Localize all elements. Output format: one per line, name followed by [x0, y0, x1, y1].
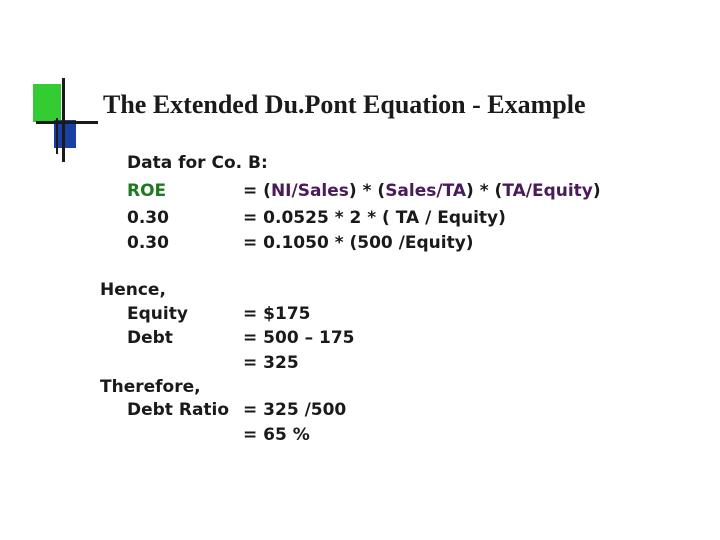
row3-label: 0.30	[127, 233, 169, 253]
debt-value: = 500 – 175	[243, 328, 355, 348]
roe-label: ROE	[127, 181, 167, 201]
ratio-sales-ta: Sales/TA	[385, 181, 467, 201]
equity-label: Equity	[127, 304, 188, 324]
row3-value: 0.1050 * (500 /Equity)	[263, 233, 474, 253]
debt-ratio-value: = 325 /500	[243, 400, 347, 420]
roe-equation	[243, 180, 601, 202]
row2-equation	[243, 207, 506, 229]
slide-logo-decoration	[0, 0, 100, 170]
therefore-label: Therefore,	[100, 377, 201, 397]
equals-sign: =	[243, 181, 258, 201]
debt-ratio-result: = 65 %	[243, 425, 310, 445]
operator: ) * (	[348, 181, 386, 201]
paren: )	[592, 181, 601, 201]
horizontal-line	[36, 121, 98, 124]
debt-label: Debt	[127, 328, 173, 348]
operator: ) * (	[466, 181, 503, 201]
row2-label: 0.30	[127, 208, 169, 228]
slide-title: The Extended Du.Pont Equation - Example	[103, 90, 586, 119]
green-square	[33, 84, 61, 122]
debt-value-result: = 325	[243, 353, 299, 373]
equals-sign: =	[243, 208, 258, 228]
equity-value: = $175	[243, 304, 311, 324]
ratio-ni-sales: NI/Sales	[270, 181, 349, 201]
paren: (	[263, 181, 271, 201]
data-header: Data for Co. B:	[127, 153, 268, 173]
row2-value: 0.0525 * 2 * ( TA / Equity)	[263, 208, 506, 228]
vertical-line	[62, 78, 65, 162]
row3-equation	[243, 232, 474, 254]
ratio-ta-equity: TA/Equity	[502, 181, 593, 201]
equals-sign: =	[243, 233, 258, 253]
hence-label: Hence,	[100, 280, 166, 300]
debt-ratio-label: Debt Ratio	[127, 400, 230, 420]
